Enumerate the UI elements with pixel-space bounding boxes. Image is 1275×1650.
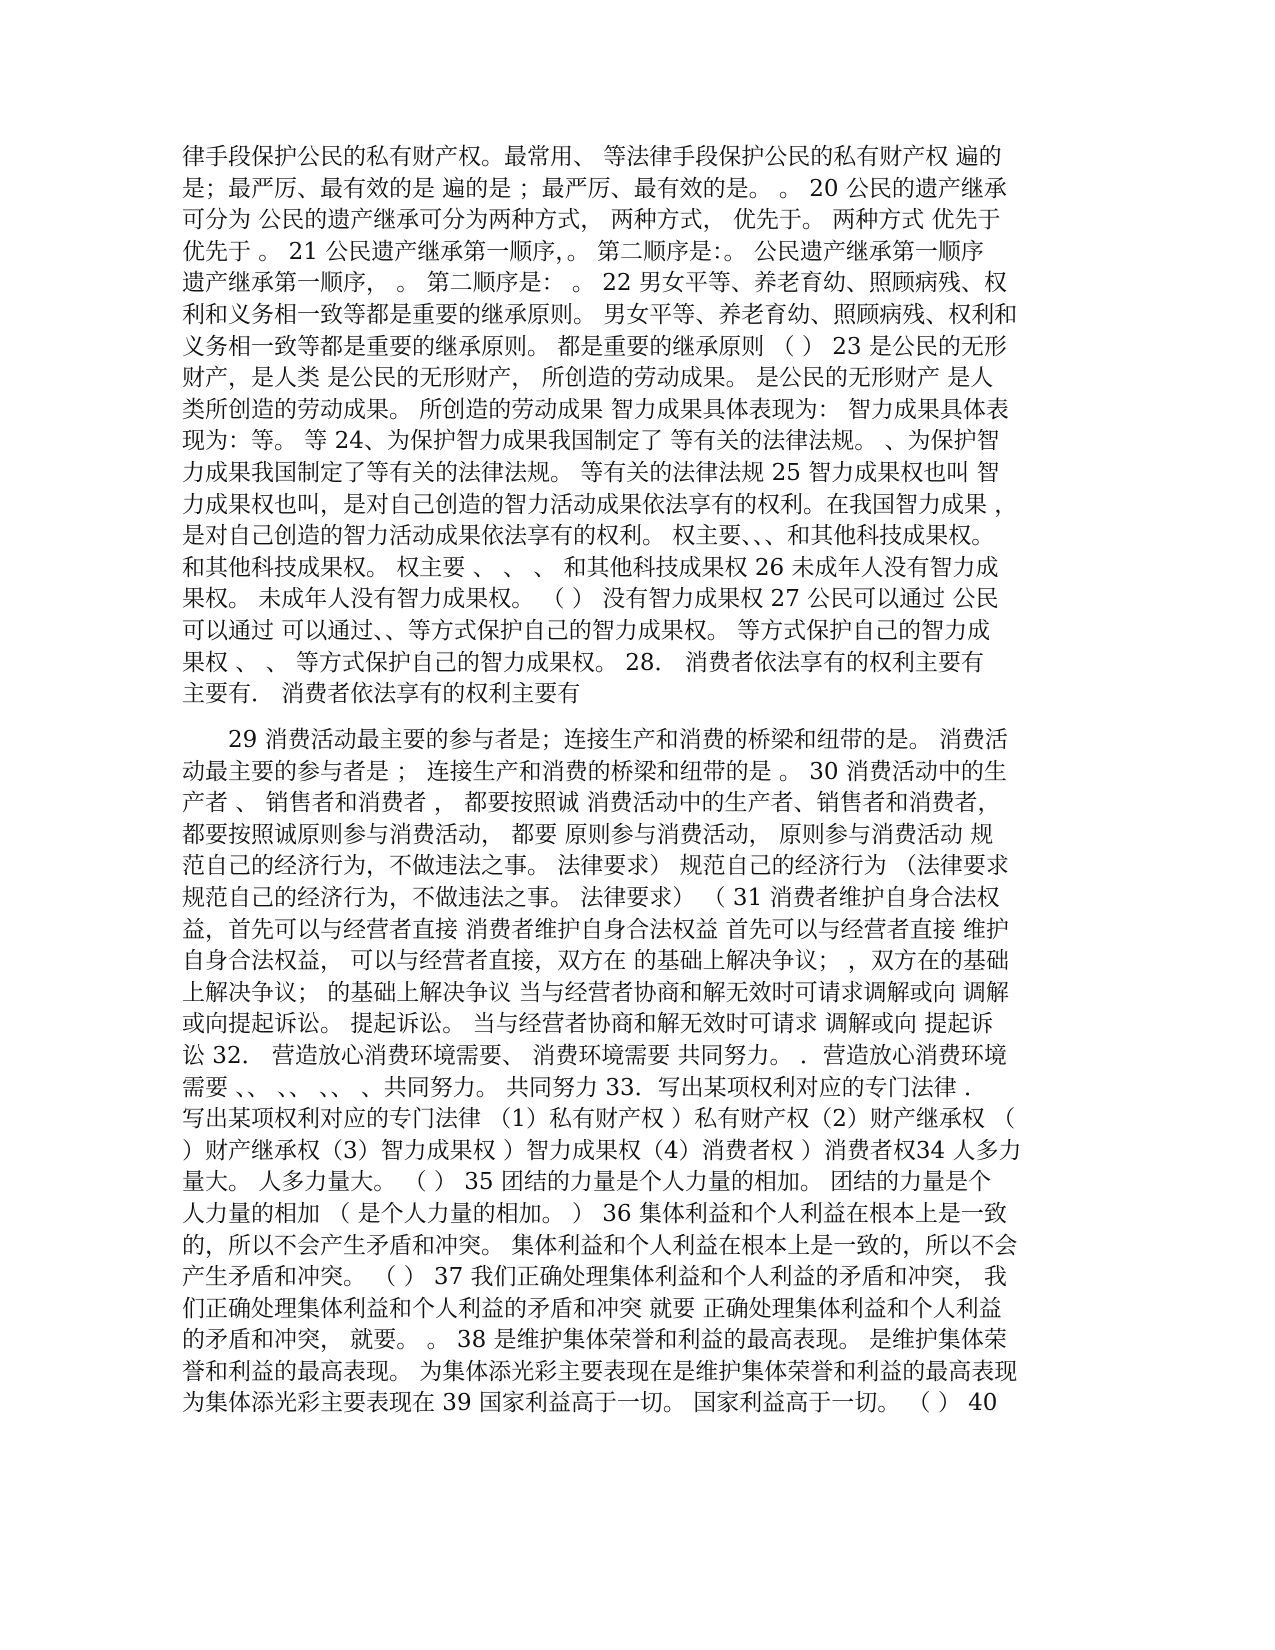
text-line: ）财产继承权（3）智力成果权 ）智力成果权（4）消费者权 ）消费者权34 人多力 xyxy=(182,1137,1022,1164)
text-line: 义务相一致等都是重要的继承原则。 都是重要的继承原则 （ ） 23 是公民的无形 xyxy=(182,333,1007,360)
text-line: 誉和利益的最高表现。 为集体添光彩主要表现在是维护集体荣誉和利益的最高表现 xyxy=(182,1358,1018,1385)
text-line: 果权。 未成年人没有智力成果权。 （ ） 没有智力成果权 27 公民可以通过 公民 xyxy=(182,586,999,613)
text-line: 可以通过 可以通过、、等方式保护自己的智力成果权。 等方式保护自己的智力成 xyxy=(182,617,991,644)
text-line: 产生矛盾和冲突。 （ ） 37 我们正确处理集体利益和个人利益的矛盾和冲突， 我 xyxy=(182,1264,1007,1291)
text-line: 利和义务相一致等都是重要的继承原则。 男女平等、养老育幼、照顾病残、权利和 xyxy=(182,301,1018,328)
text-line: 或向提起诉讼。 提起诉讼。 当与经营者协商和解无效时可请求 调解或向 提起诉 xyxy=(182,1011,994,1038)
text-line: 类所创造的劳动成果。 所创造的劳动成果 智力成果具体表现为： 智力成果具体表 xyxy=(182,396,1009,423)
text-line: 讼 32． 营造放心消费环境需要、 消费环境需要 共同努力。 ．营造放心消费环境 xyxy=(182,1042,1007,1069)
text-line: 主要有． 消费者依法享有的权利主要有 xyxy=(182,681,581,708)
text-line: 是；最严厉、最有效的是 遍的是 ；最严厉、最有效的是。 。 20 公民的遗产继承 xyxy=(182,175,1007,202)
text-line: 可分为 公民的遗产继承可分为两种方式， 两种方式， 优先于。 两种方式 优先于 xyxy=(182,207,1001,234)
text-line: 为集体添光彩主要表现在 39 国家利益高于一切。 国家利益高于一切。 （ ） 40 xyxy=(182,1390,998,1417)
text-line: 和其他科技成果权。 权主要 、 、 、 和其他科技成果权 26 未成年人没有智力成 xyxy=(182,554,999,581)
text-line: 规范自己的经济行为，不做违法之事。 法律要求） （ 31 消费者维护自身合法权 xyxy=(182,884,1000,911)
text-line: 动最主要的参与者是 ； 连接生产和消费的桥梁和纽带的是 。 30 消费活动中的生 xyxy=(182,758,1007,785)
text-line: 都要按照诚原则参与消费活动， 都要 原则参与消费活动， 原则参与消费活动 规 xyxy=(182,821,994,848)
text-line: 力成果我国制定了等有关的法律法规。 等有关的法律法规 25 智力成果权也叫 智 xyxy=(182,459,1000,486)
text-line: 是对自己创造的智力活动成果依法享有的权利。 权主要、、、和其他科技成果权。 xyxy=(182,523,995,550)
text-line: 财产，是人类 是公民的无形财产， 所创造的劳动成果。 是公民的无形财产 是人 xyxy=(182,365,994,392)
text-line: 遗产继承第一顺序， 。 第二顺序是： 。 22 男女平等、养老育幼、照顾病残、权 xyxy=(182,270,1007,297)
text-line: 29 消费活动最主要的参与者是；连接生产和消费的桥梁和纽带的是。 消费活 xyxy=(228,727,1008,753)
text-line: 力成果权也叫，是对自己创造的智力活动成果依法享有的权利。在我国智力成果 ， xyxy=(182,491,1018,518)
text-line: 益，首先可以与经营者直接 消费者维护自身合法权益 首先可以与经营者直接 维护 xyxy=(182,916,1009,943)
text-line: 的矛盾和冲突， 就要。 。 38 是维护集体荣誉和利益的最高表现。 是维护集体荣 xyxy=(182,1327,1007,1354)
text-line: 们正确处理集体利益和个人利益的矛盾和冲突 就要 正确处理集体利益和个人利益 xyxy=(182,1295,1002,1322)
text-line: 果权 、 、 等方式保护自己的智力成果权。 28． 消费者依法享有的权利主要有 xyxy=(182,649,984,676)
paragraph-1 xyxy=(182,142,1082,711)
paragraph-2 xyxy=(182,725,1082,1420)
text-line: 优先于 。 21 公民遗产继承第一顺序，。 第二顺序是：。 公民遗产继承第一顺序 xyxy=(182,238,984,265)
text-line: 需要 、、 、、 、、 、共同努力。 共同努力 33．写出某项权利对应的专门法律 ． xyxy=(182,1074,987,1101)
text-line: 自身合法权益， 可以与经营者直接，双方在 的基础上解决争议； ，双方在的基础 xyxy=(182,948,1009,975)
text-line: 律手段保护公民的私有财产权。最常用、 等法律手段保护公民的私有财产权 遍的 xyxy=(182,144,1002,170)
text-line: 量大。 人多力量大。 （ ） 35 团结的力量是个人力量的相加。 团结的力量是个 xyxy=(182,1169,992,1196)
text-line: 上解决争议； 的基础上解决争议 当与经营者协商和解无效时可请求调解或向 调解 xyxy=(182,979,1009,1006)
text-line: 写出某项权利对应的专门法律 （1）私有财产权 ）私有财产权（2）财产继承权 （ xyxy=(182,1106,1016,1133)
text-line: 范自己的经济行为，不做违法之事。 法律要求） 规范自己的经济行为 （法律要求 xyxy=(182,853,1009,880)
text-line: 人力量的相加 （ 是个人力量的相加。 ） 36 集体利益和个人利益在根本上是一致 xyxy=(182,1200,1007,1227)
text-line: 现为：等。 等 24、为保护智力成果我国制定了 等有关的法律法规。 、为保护智 xyxy=(182,428,1000,455)
text-line: 产者 、 销售者和消费者 ， 都要按照诚 消费活动中的生产者、销售者和消费者， xyxy=(182,790,1001,817)
text-line: 的，所以不会产生矛盾和冲突。 集体利益和个人利益在根本上是一致的，所以不会 xyxy=(182,1232,1018,1259)
